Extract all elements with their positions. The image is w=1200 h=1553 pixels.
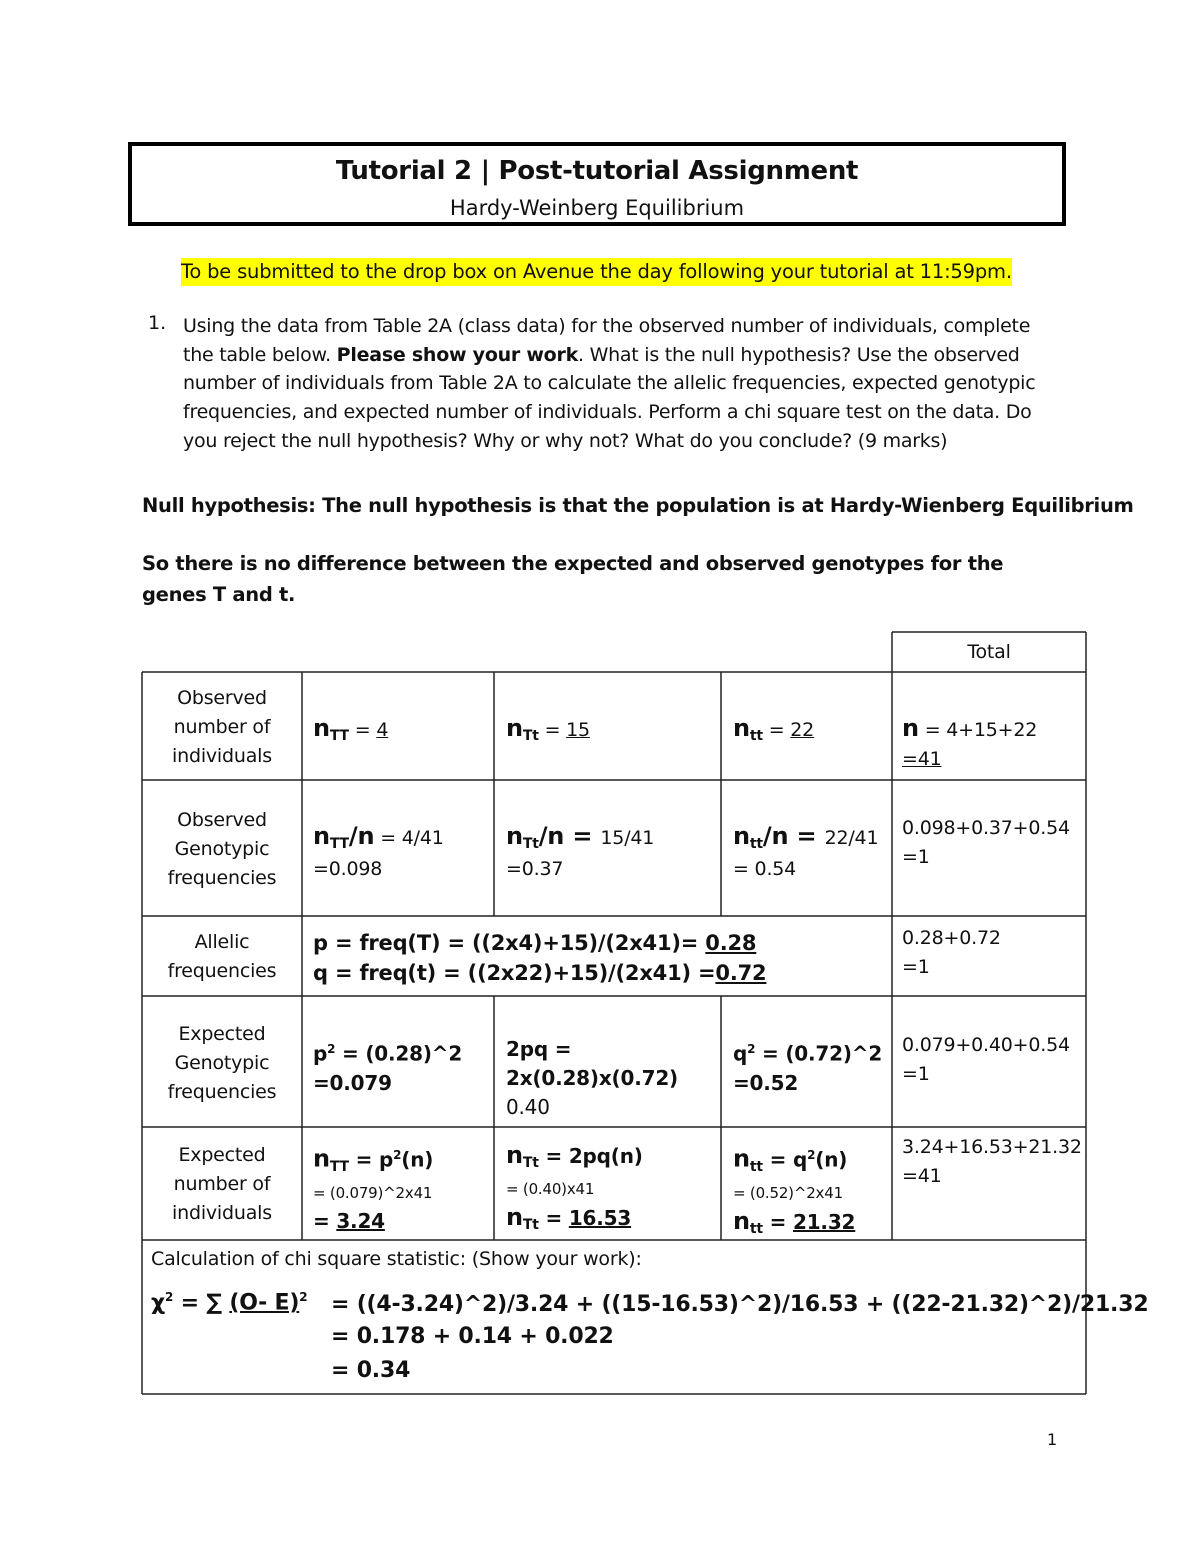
observed-freq-heterozygous: $n_{Tt}/n = 15/41$ =0.37	[506, 822, 655, 880]
observed-total: n = 4+15+22 =41	[902, 714, 1038, 770]
total-column-header: Total	[967, 641, 1011, 663]
chi-square-formula: $\chi^2$ = ∑ (O- E)$^2$	[151, 1290, 308, 1316]
hypothesis-explanation: So there is no difference between the expected and observed genotypes for the genes T and t.	[142, 552, 1004, 606]
page-number: 1	[1047, 1430, 1058, 1449]
observed-freq-recessive: $n_{tt}/n = 22/41$ = 0.54	[733, 822, 879, 880]
observed-freq-total: 0.098+0.37+0.54 =1	[902, 817, 1070, 868]
row-label-observed-number: Observed number of individuals	[172, 687, 272, 767]
row-label-expected-number: Expected number of individuals	[172, 1144, 272, 1224]
chi-square-line-1: = ((4-3.24)^2)/3.24 + ((15-16.53)^2)/16.53 + ((22-21.32)^2)/21.32	[331, 1292, 1149, 1317]
chi-square-result: = 0.34	[331, 1358, 411, 1383]
question-text-part2: . What is the null hypothesis? Use the observed number of individuals from Table 2A to calculate the allelic frequencies, expected genotypic frequencies, and expected number of individuals. Perform a chi square test on the data. Do you reject the null hypothesis? Why or why not? What do you conclude? (9 marks)	[183, 343, 1036, 452]
observed-tt-homozygous-dominant: $n_{TT} = 4$	[313, 714, 389, 744]
question-text-part1: Using the data from Table 2A (class data) for the observed number of individuals, complete the table below.	[183, 315, 1031, 366]
row-label-expected-genotypic: Expected Genotypic frequencies	[167, 1023, 277, 1103]
chi-square-intro: Calculation of chi square statistic: (Show your work):	[151, 1248, 642, 1270]
expected-freq-recessive: $q^2$ = (0.72)^2 =0.52	[733, 1041, 883, 1095]
observed-homozygous-recessive: $n_{tt} = 22$	[733, 714, 815, 744]
deadline-notice: To be submitted to the drop box on Avenue the day following your tutorial at 11:59pm.	[181, 258, 1012, 286]
allelic-frequency-calculation: p = freq(T) = ((2x4)+15)/(2x41)= 0.28 q = freq(t) = ((2x22)+15)/(2x41) =0.72	[313, 931, 767, 985]
question-text	[183, 312, 1063, 456]
expected-number-heterozygous: $n_{Tt} = 2pq(n)$ = (0.40)x41 $n_{Tt} = 16.53$	[506, 1141, 643, 1233]
question-emphasis: Please show your work	[336, 343, 578, 366]
expected-number-dominant: $n_{TT} = p^2(n)$ = (0.079)^2x41 = 3.24	[313, 1144, 434, 1233]
title-box	[128, 142, 1066, 226]
observed-freq-tt-dominant: $n_{TT}/n = 4/41$ =0.098	[313, 822, 444, 880]
observed-heterozygous: $n_{Tt} = 15$	[506, 714, 590, 744]
expected-freq-dominant: $p^2$ = (0.28)^2 =0.079	[313, 1041, 463, 1095]
document-title: Tutorial 2 | Post-tutorial Assignment	[335, 156, 859, 186]
allelic-total: 0.28+0.72 =1	[902, 927, 1001, 978]
expected-freq-heterozygous: 2pq = 2x(0.28)x(0.72) 0.40	[506, 1037, 678, 1119]
expected-number-total: 3.24+16.53+21.32 =41	[902, 1136, 1082, 1187]
document-subtitle: Hardy-Weinberg Equilibrium	[449, 196, 745, 220]
question-number: 1.	[148, 312, 167, 334]
expected-number-recessive: $n_{tt} = q^2(n)$ = (0.52)^2x41 $n_{tt} = 21.32$	[733, 1144, 856, 1237]
expected-freq-total: 0.079+0.40+0.54 =1	[902, 1034, 1070, 1085]
chi-square-line-2: = 0.178 + 0.14 + 0.022	[331, 1324, 614, 1349]
null-hypothesis: Null hypothesis: The null hypothesis is that the population is at Hardy-Wienberg Equilibrium	[142, 494, 1134, 517]
row-label-allelic: Allelic frequencies	[167, 931, 277, 982]
row-label-observed-genotypic: Observed Genotypic frequencies	[167, 809, 277, 889]
